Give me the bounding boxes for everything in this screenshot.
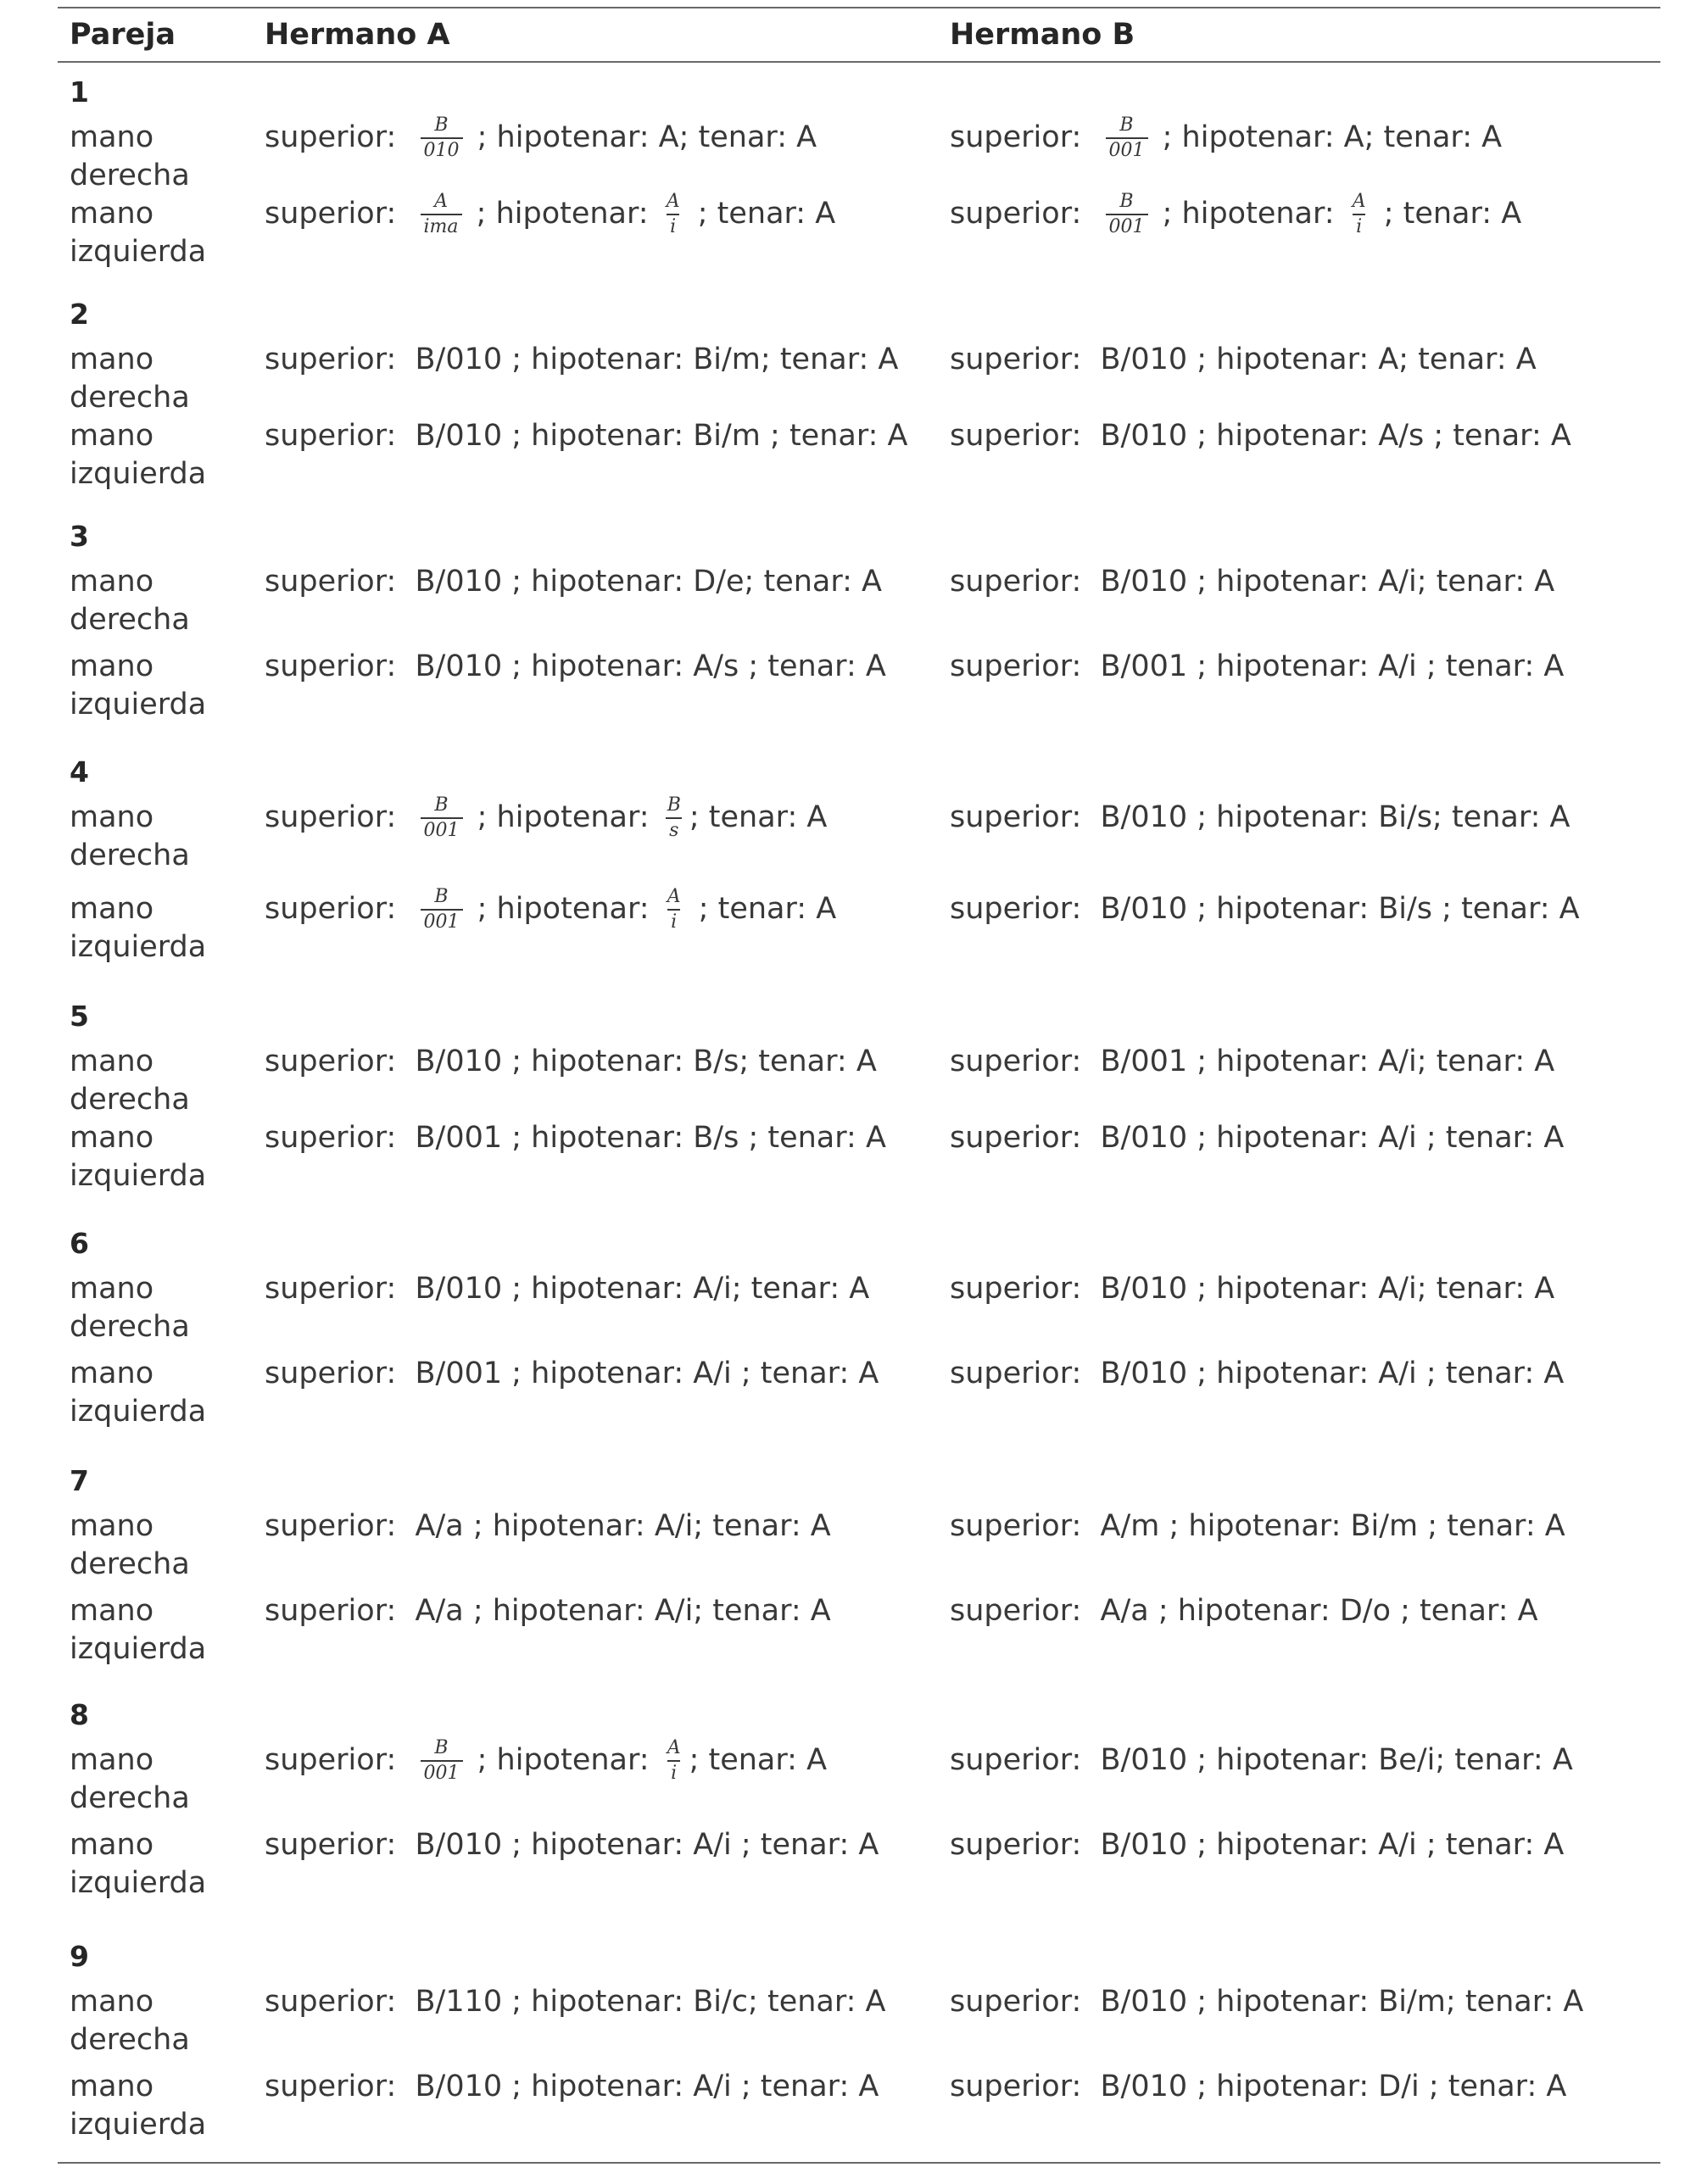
hermano-b-cell: [950, 563, 1554, 601]
hand-label-line: izquierda: [70, 930, 207, 964]
cell-text: ; tenar: A: [689, 1743, 828, 1777]
hermano-a-cell: [265, 1043, 877, 1081]
hand-label-line: izquierda: [70, 1866, 207, 1900]
hand-label-line: mano: [70, 1121, 154, 1155]
hand-label: [70, 1592, 256, 1669]
hand-label: [70, 1119, 256, 1195]
hand-label: [70, 195, 256, 271]
fraction-numerator: B: [1119, 190, 1134, 212]
hermano-b-cell: [950, 1592, 1538, 1630]
hand-label-line: derecha: [70, 1547, 190, 1581]
hand-label-line: derecha: [70, 1781, 190, 1815]
header-hermano-a: Hermano A: [265, 18, 450, 52]
cell-text: superior: B/010 ; hipotenar: D/e; tenar: A: [265, 565, 882, 599]
fraction: [1106, 115, 1148, 161]
hand-label-line: mano: [70, 2070, 154, 2103]
hermano-a-cell: [265, 1736, 828, 1784]
fraction-numerator: B: [434, 1736, 449, 1758]
cell-text: ; tenar: A: [688, 197, 836, 231]
cell-text: ; hipotenar:: [467, 1743, 659, 1777]
hand-label-line: mano: [70, 1272, 154, 1306]
fraction-numerator: A: [434, 190, 448, 212]
cell-text: superior: A/m ; hipotenar: Bi/m ; tenar: A: [950, 1509, 1565, 1543]
hermano-a-cell: [265, 648, 886, 686]
fraction: [664, 887, 684, 933]
hand-label: [70, 648, 256, 724]
hand-label-line: mano: [70, 1985, 154, 2019]
hermano-a-cell: [265, 1355, 879, 1393]
hand-label: [70, 2068, 256, 2144]
hermano-a-cell: [265, 190, 836, 237]
fraction: [421, 795, 463, 841]
header-pareja: Pareja: [70, 18, 176, 52]
hermano-a-cell: [265, 2068, 879, 2106]
cell-text: superior: B/010 ; hipotenar: A/i ; tenar: A: [265, 1828, 879, 1862]
cell-text: ; hipotenar: A; tenar: A: [1152, 120, 1503, 154]
cell-text: superior: B/001 ; hipotenar: A/i; tenar: A: [950, 1045, 1555, 1078]
hand-label-line: mano: [70, 565, 154, 599]
hand-label-line: izquierda: [70, 1632, 207, 1666]
fraction: [1106, 192, 1148, 237]
hermano-a-cell: [265, 1507, 831, 1546]
cell-text: superior:: [265, 197, 416, 231]
hermano-b-cell: [950, 2068, 1566, 2106]
fraction-denominator: 001: [421, 909, 463, 933]
hand-label-line: mano: [70, 1743, 154, 1777]
fraction-denominator: i: [667, 909, 680, 933]
hand-label-line: derecha: [70, 838, 190, 872]
header-hermano-b: Hermano B: [950, 18, 1135, 52]
hermano-a-cell: [265, 885, 837, 933]
cell-text: ; tenar: A: [689, 892, 837, 926]
hermano-b-cell: [950, 1355, 1564, 1393]
cell-text: ; hipotenar: A; tenar: A: [467, 120, 817, 154]
cell-text: superior: B/001 ; hipotenar: B/s ; tenar: A: [265, 1121, 886, 1155]
fraction-numerator: A: [666, 190, 680, 212]
fraction-numerator: B: [667, 794, 681, 816]
table-bottom-rule: [58, 2162, 1660, 2164]
hand-label: [70, 890, 256, 967]
hand-label-line: mano: [70, 1045, 154, 1078]
fraction-numerator: B: [434, 114, 449, 136]
pair-number: 3: [70, 520, 89, 553]
hand-label: [70, 1507, 256, 1584]
fraction-numerator: A: [1352, 190, 1366, 212]
fraction: [421, 1738, 463, 1784]
hermano-a-cell: [265, 341, 898, 379]
hermano-b-cell: [950, 648, 1564, 686]
cell-text: superior:: [265, 892, 416, 926]
hand-label-line: derecha: [70, 1310, 190, 1344]
pair-number: 2: [70, 298, 89, 331]
hand-label-line: mano: [70, 1828, 154, 1862]
cell-text: superior: B/010 ; hipotenar: A/i ; tenar: A: [950, 1357, 1565, 1390]
hand-label-line: izquierda: [70, 2108, 207, 2142]
cell-text: superior: B/010 ; hipotenar: A/s ; tenar: A: [950, 419, 1571, 453]
cell-text: superior:: [950, 120, 1101, 154]
cell-text: superior:: [265, 120, 416, 154]
fraction-numerator: A: [667, 1736, 681, 1758]
hermano-a-cell: [265, 1826, 879, 1864]
cell-text: superior: B/010 ; hipotenar: A; tenar: A: [950, 343, 1537, 376]
cell-text: superior: A/a ; hipotenar: A/i; tenar: A: [265, 1594, 831, 1628]
fraction-denominator: i: [1353, 214, 1365, 237]
fraction: [664, 1738, 684, 1784]
fraction-denominator: 001: [421, 817, 463, 841]
pair-number: 7: [70, 1464, 89, 1497]
hand-label: [70, 1043, 256, 1119]
hermano-b-cell: [950, 1983, 1583, 2021]
hand-label-line: mano: [70, 197, 154, 231]
hermano-b-cell: [950, 114, 1503, 161]
fraction-denominator: 010: [421, 137, 463, 161]
fraction-denominator: i: [667, 1760, 680, 1784]
cell-text: superior: B/001 ; hipotenar: A/i ; tenar: A: [950, 649, 1565, 683]
fraction: [421, 115, 463, 161]
cell-text: ; hipotenar:: [466, 197, 658, 231]
cell-text: ; hipotenar:: [1152, 197, 1344, 231]
fraction-denominator: 001: [421, 1760, 463, 1784]
cell-text: superior: B/001 ; hipotenar: A/i ; tenar: A: [265, 1357, 879, 1390]
cell-text: superior: B/010 ; hipotenar: Bi/s ; tenar: A: [950, 892, 1580, 926]
hermano-a-cell: [265, 1270, 869, 1308]
cell-text: superior: B/010 ; hipotenar: A/i ; tenar: A: [265, 2070, 879, 2103]
cell-text: superior: B/010 ; hipotenar: A/i ; tenar: A: [950, 1828, 1565, 1862]
hermano-a-cell: [265, 114, 817, 161]
cell-text: superior: B/110 ; hipotenar: Bi/c; tenar: A: [265, 1985, 886, 2019]
hand-label-line: mano: [70, 1509, 154, 1543]
cell-text: superior: B/010 ; hipotenar: A/s ; tenar: A: [265, 649, 886, 683]
hand-label: [70, 1983, 256, 2059]
hermano-b-cell: [950, 799, 1570, 837]
hand-label: [70, 563, 256, 639]
table-top-rule: [58, 7, 1660, 8]
hermano-b-cell: [950, 1826, 1564, 1864]
hand-label: [70, 119, 256, 195]
hermano-b-cell: [950, 1270, 1554, 1308]
fraction-denominator: 001: [1106, 137, 1148, 161]
cell-text: superior:: [950, 197, 1101, 231]
cell-text: superior: A/a ; hipotenar: D/o ; tenar: A: [950, 1594, 1538, 1628]
cell-text: ; hipotenar:: [467, 892, 659, 926]
cell-text: superior: B/010 ; hipotenar: A/i; tenar: A: [950, 565, 1555, 599]
hermano-b-cell: [950, 417, 1571, 455]
hand-label: [70, 417, 256, 493]
cell-text: superior: B/010 ; hipotenar: B/s; tenar: A: [265, 1045, 877, 1078]
hand-label-line: izquierda: [70, 457, 207, 491]
hand-label-line: mano: [70, 649, 154, 683]
hand-label-line: izquierda: [70, 688, 207, 722]
hand-label-line: derecha: [70, 381, 190, 415]
hand-label-line: mano: [70, 1594, 154, 1628]
cell-text: ; tenar: A: [689, 800, 828, 834]
cell-text: ; hipotenar:: [467, 800, 659, 834]
cell-text: superior: B/010 ; hipotenar: A/i ; tenar: A: [950, 1121, 1565, 1155]
fraction-numerator: B: [434, 885, 449, 907]
hand-label: [70, 1826, 256, 1903]
fraction: [421, 192, 462, 237]
fraction: [664, 795, 684, 841]
header-rule: [58, 61, 1660, 63]
cell-text: superior:: [265, 800, 416, 834]
hand-label-line: mano: [70, 343, 154, 376]
cell-text: superior: B/010 ; hipotenar: Bi/m; tenar: A: [265, 343, 899, 376]
hand-label: [70, 1270, 256, 1346]
cell-text: superior: B/010 ; hipotenar: A/i; tenar: A: [950, 1272, 1555, 1306]
hand-label-line: mano: [70, 1357, 154, 1390]
hermano-a-cell: [265, 1592, 831, 1630]
cell-text: superior:: [265, 1743, 416, 1777]
hermano-b-cell: [950, 1741, 1573, 1780]
pair-number: 9: [70, 1940, 89, 1973]
fraction-denominator: s: [666, 817, 682, 841]
pair-number: 4: [70, 755, 89, 788]
hermano-b-cell: [950, 1119, 1564, 1157]
hermano-b-cell: [950, 341, 1537, 379]
cell-text: ; tenar: A: [1374, 197, 1522, 231]
hermano-a-cell: [265, 1119, 886, 1157]
hand-label-line: derecha: [70, 2023, 190, 2057]
hermano-a-cell: [265, 1983, 886, 2021]
cell-text: superior: B/010 ; hipotenar: D/i ; tenar: A: [950, 2070, 1567, 2103]
hand-label: [70, 1355, 256, 1431]
fraction-numerator: A: [667, 885, 681, 907]
fraction: [1349, 192, 1370, 237]
fraction: [663, 192, 683, 237]
pair-number: 1: [70, 75, 89, 109]
hand-label-line: mano: [70, 120, 154, 154]
cell-text: superior: B/010 ; hipotenar: Be/i; tenar: A: [950, 1743, 1573, 1777]
hand-label: [70, 1741, 256, 1818]
hand-label-line: mano: [70, 419, 154, 453]
hand-label-line: derecha: [70, 1083, 190, 1117]
fraction: [421, 887, 463, 933]
pair-number: 5: [70, 1000, 89, 1033]
hermano-b-cell: [950, 1507, 1565, 1546]
cell-text: superior: B/010 ; hipotenar: Bi/m; tenar: A: [950, 1985, 1584, 2019]
hand-label-line: izquierda: [70, 1395, 207, 1429]
fraction-numerator: B: [434, 794, 449, 816]
hand-label-line: mano: [70, 892, 154, 926]
hand-label-line: izquierda: [70, 1159, 207, 1193]
hand-label: [70, 341, 256, 417]
cell-text: superior: B/010 ; hipotenar: Bi/s; tenar: A: [950, 800, 1570, 834]
fraction-denominator: 001: [1106, 214, 1148, 237]
cell-text: superior: A/a ; hipotenar: A/i; tenar: A: [265, 1509, 831, 1543]
hermano-a-cell: [265, 417, 907, 455]
hand-label: [70, 799, 256, 875]
hermano-b-cell: [950, 890, 1580, 928]
fraction-numerator: B: [1119, 114, 1134, 136]
hand-label-line: derecha: [70, 159, 190, 192]
hermano-b-cell: [950, 1043, 1554, 1081]
pair-number: 6: [70, 1227, 89, 1260]
hand-label-line: izquierda: [70, 235, 207, 269]
hermano-b-cell: [950, 190, 1522, 237]
hermano-a-cell: [265, 794, 828, 841]
pair-number: 8: [70, 1698, 89, 1731]
fraction-denominator: i: [667, 214, 679, 237]
cell-text: superior: B/010 ; hipotenar: A/i; tenar: A: [265, 1272, 870, 1306]
hand-label-line: derecha: [70, 603, 190, 637]
cell-text: superior: B/010 ; hipotenar: Bi/m ; tenar: A: [265, 419, 908, 453]
fraction-denominator: ima: [421, 214, 462, 237]
hermano-a-cell: [265, 563, 882, 601]
hand-label-line: mano: [70, 800, 154, 834]
